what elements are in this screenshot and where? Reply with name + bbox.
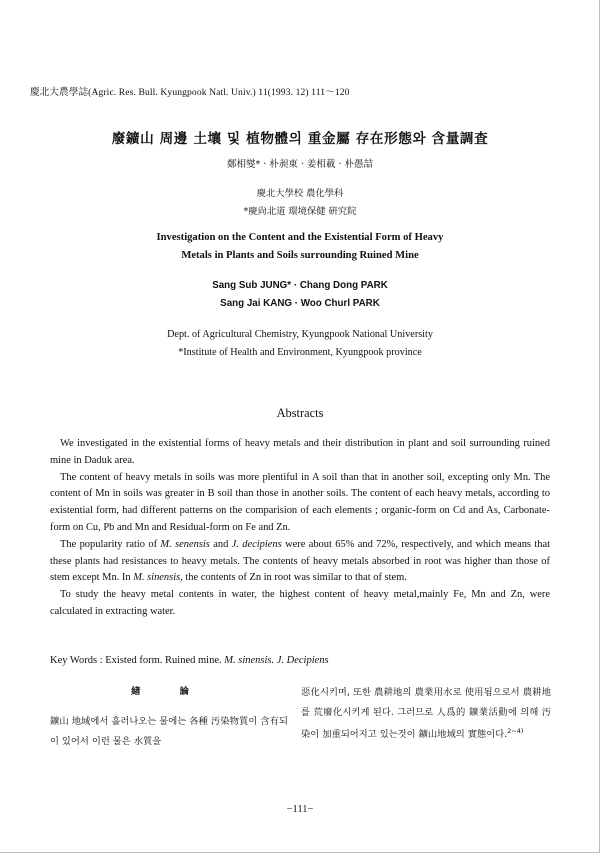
keywords-label: Key Words : Existed form. Ruined mine.	[50, 655, 225, 666]
keywords	[50, 655, 550, 666]
right-column-text: 惡化시키며, 또한 農耕地의 農業用水로 使用됨으로서 農耕地를 荒廢化시키게 된다. 그러므로 人爲的 鑛業活動에 의해 汚染이 加重되어지고 있는것이 鑛山地域의 實態이다.	[301, 687, 551, 741]
abstract-heading: Abstracts	[276, 406, 324, 420]
abstract-paragraph-3	[50, 537, 550, 587]
journal-citation: 慶北大農學誌(Agric. Res. Bull. Kyungpook Natl. Univ.) 11(1993. 12) 111～120	[30, 87, 350, 98]
abstract-p3-text-b: and	[209, 538, 232, 550]
left-column	[50, 683, 288, 751]
abstract-body	[50, 436, 550, 621]
english-title-line-2: Metals in Plants and Soils surrounding Ruined Mine	[181, 250, 419, 261]
left-column-text: 鑛山 地域에서 흘러나오는 물에는 各種 汚染物質이 含有되이 있어서 이런 물은 水質을	[50, 716, 288, 747]
english-affiliation-2: *Institute of Health and Environment, Kyungpook province	[178, 347, 422, 358]
species-name-2: J. decipiens	[231, 538, 282, 550]
section-heading: 緖 論	[131, 686, 207, 697]
reference-superscript: 2~4)	[507, 727, 524, 735]
english-affiliation-1: Dept. of Agricultural Chemistry, Kyungpook National University	[167, 329, 433, 340]
abstract-p3-text-c: were about 65% and 72%, respectively, and which means that these plants had resistances to heavy metals. The contents of heavy metals absorbed in root was higher than those of stem except Mn. In	[50, 538, 550, 584]
english-authors-line-1: Sang Sub JUNG* · Chang Dong PARK	[212, 280, 388, 291]
korean-affiliation-1: 慶北大學校 農化學科	[256, 188, 344, 199]
species-name-1: M. senensis	[160, 538, 210, 550]
page-number: −111−	[286, 804, 314, 815]
korean-authors: 鄭相燮* · 朴昶東 · 姜相載 · 朴愚喆	[227, 159, 373, 170]
abstract-p3-text-d: the contents of Zn in root was similar to that of stem.	[182, 572, 407, 584]
right-column-paragraph	[301, 683, 551, 745]
keywords-italic: M. sinensis. J. Decipiens	[224, 655, 329, 666]
korean-affiliation-2: *慶尙北道 環境保健 硏究院	[243, 206, 357, 217]
species-name-3: M. sinensis,	[133, 572, 183, 584]
abstract-paragraph-2: The content of heavy metals in soils was more plentiful in A soil than that in another soil, excepting only Mn. The content of Mn in soils was greater in B soil than those in another soils. The content of each heavy metals, according to existential form, had different patterns on the comparision of each elements ; organic-form on Cd and As, Carbonate-form on Cu, Pb and Mn and Residual-form on Fe and Zn.	[50, 471, 550, 533]
abstract-paragraph-1: We investigated in the existential forms of heavy metals and their distribution in plant and soil surrounding ruined mine in Daduk area.	[50, 438, 550, 466]
right-column	[301, 683, 551, 745]
english-authors-line-2: Sang Jai KANG · Woo Churl PARK	[220, 298, 380, 309]
english-title-line-1: Investigation on the Content and the Existential Form of Heavy	[156, 232, 444, 243]
korean-title: 廢鑛山 周邊 土壤 및 植物體의 重金屬 存在形態와 含量調査	[111, 131, 489, 147]
abstract-p3-text-a: The popularity ratio of	[60, 538, 161, 550]
abstract-paragraph-4: To study the heavy metal contents in water, the highest content of heavy metal,mainly Fe, Mn and Zn, were calculated in extracting water.	[50, 589, 550, 617]
